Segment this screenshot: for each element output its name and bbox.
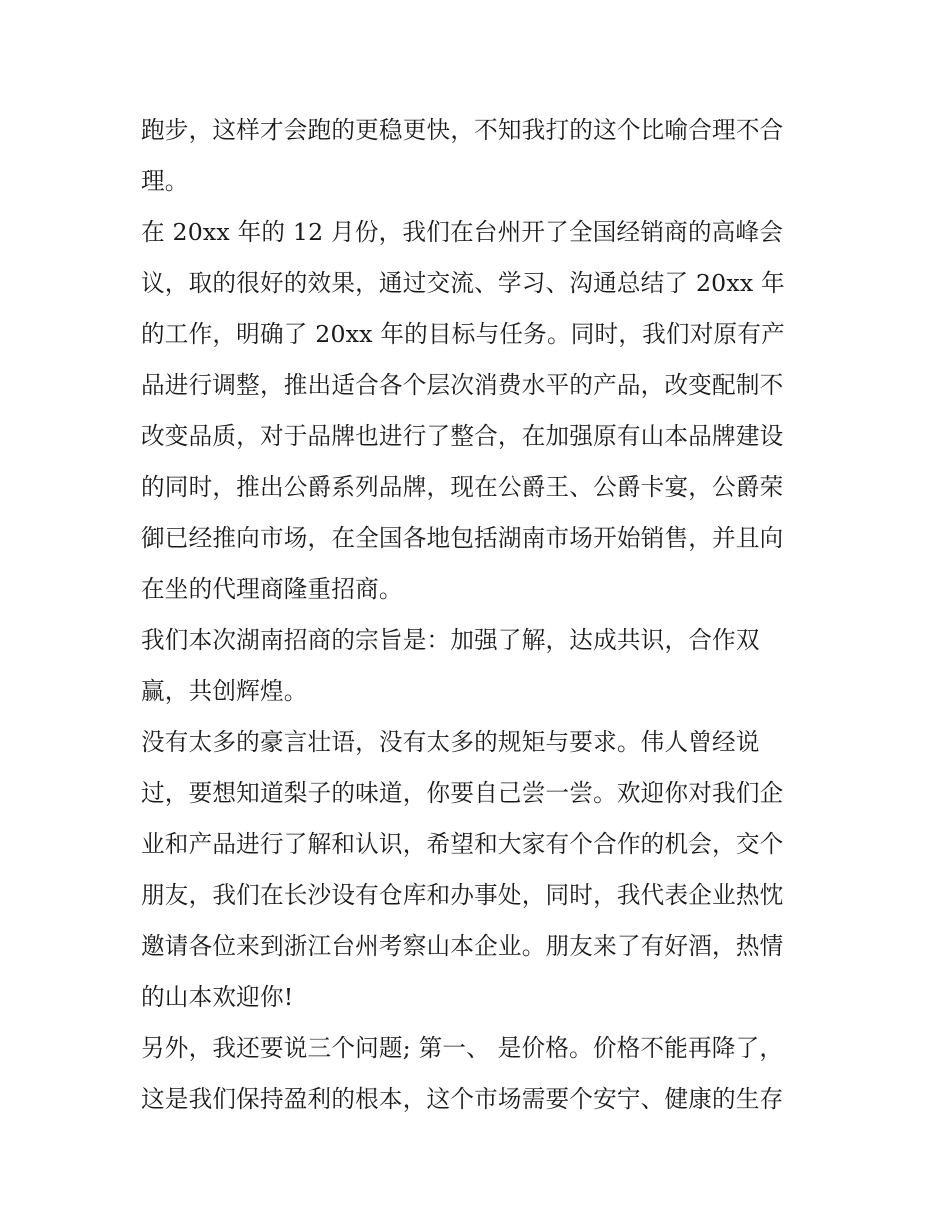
text-line: 的同时，推出公爵系列品牌，现在公爵王、公爵卡宴，公爵荣 bbox=[141, 473, 784, 501]
text-line: 没有太多的豪言壮语，没有太多的规矩与要求。伟人曾经说 bbox=[141, 728, 760, 756]
text-line: 在 20xx 年的 12 月份，我们在台州开了全国经销商的高峰会 bbox=[141, 218, 784, 246]
text-line: 在坐的代理商隆重招商。 bbox=[141, 575, 403, 603]
text-line: 赢，共创辉煌。 bbox=[141, 677, 308, 705]
text-line: 另外，我还要说三个问题; 第一、 是价格。价格不能再降了， bbox=[141, 1034, 784, 1062]
text-line: 业和产品进行了解和认识，希望和大家有个合作的机会，交个 bbox=[141, 830, 784, 858]
text-line: 跑步，这样才会跑的更稳更快，不知我打的这个比喻合理不合 bbox=[141, 116, 784, 144]
text-line: 这是我们保持盈利的根本，这个市场需要个安宁、健康的生存 bbox=[141, 1085, 784, 1113]
text-line: 改变品质，对于品牌也进行了整合，在加强原有山本品牌建设 bbox=[141, 422, 784, 450]
text-line: 邀请各位来到浙江台州考察山本企业。朋友来了有好酒，热情 bbox=[141, 932, 784, 960]
text-line: 过，要想知道梨子的味道，你要自己尝一尝。欢迎你对我们企 bbox=[141, 779, 784, 807]
text-line: 理。 bbox=[141, 167, 189, 195]
text-line: 议，取的很好的效果，通过交流、学习、沟通总结了 20xx 年 bbox=[141, 269, 785, 297]
text-line: 御已经推向市场，在全国各地包括湖南市场开始销售，并且向 bbox=[141, 524, 784, 552]
text-line: 我们本次湖南招商的宗旨是：加强了解，达成共识，合作双 bbox=[141, 626, 760, 654]
text-line: 的工作，明确了 20xx 年的目标与任务。同时，我们对原有产 bbox=[141, 320, 785, 348]
text-line: 的山本欢迎你! bbox=[141, 983, 294, 1011]
text-line: 朋友，我们在长沙设有仓库和办事处，同时，我代表企业热忱 bbox=[141, 881, 784, 909]
text-line: 品进行调整，推出适合各个层次消费水平的产品，改变配制不 bbox=[141, 371, 784, 399]
